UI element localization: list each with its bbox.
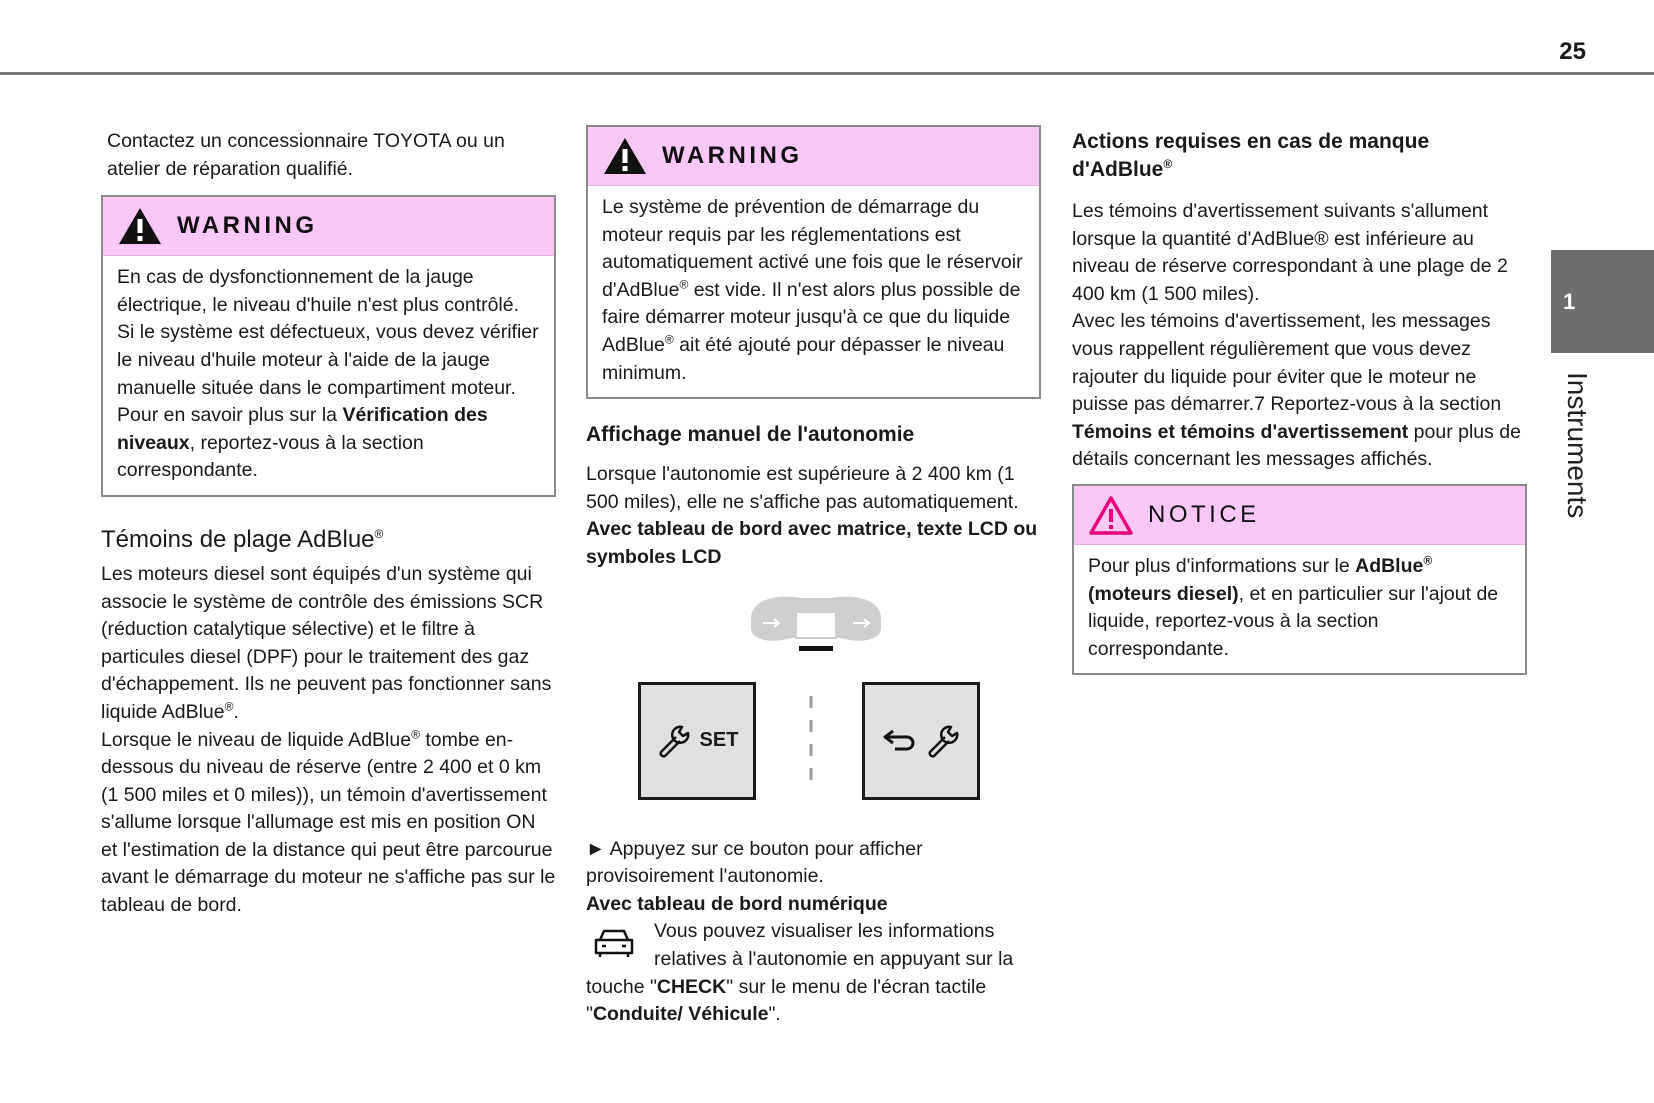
chapter-label: Instruments	[1562, 372, 1593, 519]
chapter-number: 1	[1563, 288, 1576, 314]
set-label: SET	[699, 728, 739, 751]
adblue-section	[101, 525, 556, 920]
car-icon	[592, 926, 636, 960]
warning-header	[103, 197, 554, 256]
paragraph: Vous pouvez visualiser les informations relatives à l'autonomie en appuyant sur la touche "CHECK" sur le menu de l'écran tactile "Conduite/ Véhicule".	[586, 920, 1014, 1026]
warning-title: WARNING	[177, 212, 318, 240]
warning-paragraph: En cas de dysfonctionnement de la jauge électrique, le niveau d'huile n'est plus contrôlé.	[117, 266, 520, 316]
warning-header	[588, 127, 1039, 186]
subheading: Avec tableau de bord avec matrice, texte LCD ou symboles LCD	[586, 518, 1038, 568]
notice-body	[1074, 545, 1525, 673]
wrench-icon	[656, 723, 692, 759]
notice-title: NOTICE	[1148, 501, 1260, 529]
subheading: Avec tableau de bord numérique	[586, 892, 888, 915]
column-3	[1072, 128, 1527, 675]
page-number: 25	[1559, 38, 1586, 65]
section-paragraph: Les moteurs diesel sont équipés d'un système qui associe le système de contrôle des émissions SCR (réduction catalytique sélective) et le filtre à particules diesel (DPF) pour le traitement des gaz d'échappement. Ils ne peuvent pas fonctionner sans liquide AdBlue®.	[101, 562, 552, 723]
paragraph: Avec les témoins d'avertissement, les messages vous rappellent régulièrement que vous devez rajouter du liquide pour éviter que le moteur ne puisse pas démarrer.7 Reportez-vous à la section Témoins et témoins d'avertissement pour plus de détails concernant les messages affichés.	[1072, 310, 1521, 471]
warning-body	[103, 256, 554, 495]
link-adblue[interactable]: AdBlue® (moteurs diesel)	[1088, 553, 1433, 605]
warning-box-oil	[101, 195, 556, 497]
section-title: Affichage manuel de l'autonomie	[586, 423, 915, 447]
dashboard-figure	[586, 586, 1041, 826]
warning-paragraph: Pour en savoir plus sur la Vérification des niveaux, reportez-vous à la section correspondante.	[117, 404, 488, 482]
notice-box	[1072, 484, 1527, 675]
set-button[interactable]	[638, 682, 756, 800]
warning-body	[588, 186, 1039, 397]
section-title: Témoins de plage AdBlue®	[101, 525, 384, 553]
paragraph: Lorsque l'autonomie est supérieure à 2 400 km (1 500 miles), elle ne s'affiche pas automatiquement.	[586, 463, 1019, 513]
chapter-tab[interactable]	[1551, 250, 1654, 353]
bullet-instruction: ► Appuyez sur ce bouton pour afficher provisoirement l'autonomie.	[586, 837, 923, 888]
column-1	[101, 128, 556, 920]
notice-header	[1074, 486, 1525, 545]
divider-dashed	[808, 696, 814, 792]
column-2	[586, 125, 1041, 1029]
section-paragraph: Lorsque le niveau de liquide AdBlue® tombe en-dessous du niveau de réserve (entre 2 400 et 0 km (1 500 miles et 0 miles)), un témoin d'avertissement s'allume lorsque l'allumage est mis en position ON et l'estimation de la distance qui peut être parcourue avant le démarrage du moteur ne s'affiche pas sur le tableau de bord.	[101, 727, 556, 917]
warning-paragraph: Le système de prévention de démarrage du moteur requis par les réglementations est automatiquement activé une fois que le réservoir d'AdBlue® est vide. Il n'est alors plus possible de faire démarrer moteur jusqu'à ce que du liquide AdBlue® ait été ajouté pour dépasser le niveau minimum.	[602, 196, 1023, 384]
warning-paragraph: Si le système est défectueux, vous devez vérifier le niveau d'huile moteur à l'aide de la jauge manuelle située dans le compartiment moteur.	[117, 321, 539, 399]
warning-box-start	[586, 125, 1041, 399]
notice-paragraph: Pour plus d'informations sur le AdBlue® (moteurs diesel), et en particulier sur l'ajout de liquide, reportez-vous à la section correspondante.	[1088, 553, 1499, 660]
reset-button[interactable]	[862, 682, 980, 800]
warning-icon	[117, 206, 163, 246]
link-temoins[interactable]: Témoins et témoins d'avertissement	[1072, 420, 1409, 443]
link-verification[interactable]: Vérification des niveaux	[117, 404, 488, 454]
warning-title: WARNING	[662, 142, 803, 170]
return-arrow-icon	[881, 723, 917, 759]
intro-text: Contactez un concessionnaire TOYOTA ou un atelier de réparation qualifié.	[107, 130, 505, 180]
header-rule	[0, 72, 1654, 75]
section-title: Actions requises en cas de manque d'AdBlue®	[1072, 130, 1430, 181]
warning-icon	[602, 136, 648, 176]
instrument-cluster-icon	[741, 590, 891, 652]
wrench-icon	[925, 723, 961, 759]
notice-icon	[1088, 495, 1134, 535]
paragraph: Les témoins d'avertissement suivants s'allument lorsque la quantité d'AdBlue® est inférieure au niveau de réserve correspondant à une plage de 2 400 km (1 500 miles).	[1072, 200, 1508, 305]
